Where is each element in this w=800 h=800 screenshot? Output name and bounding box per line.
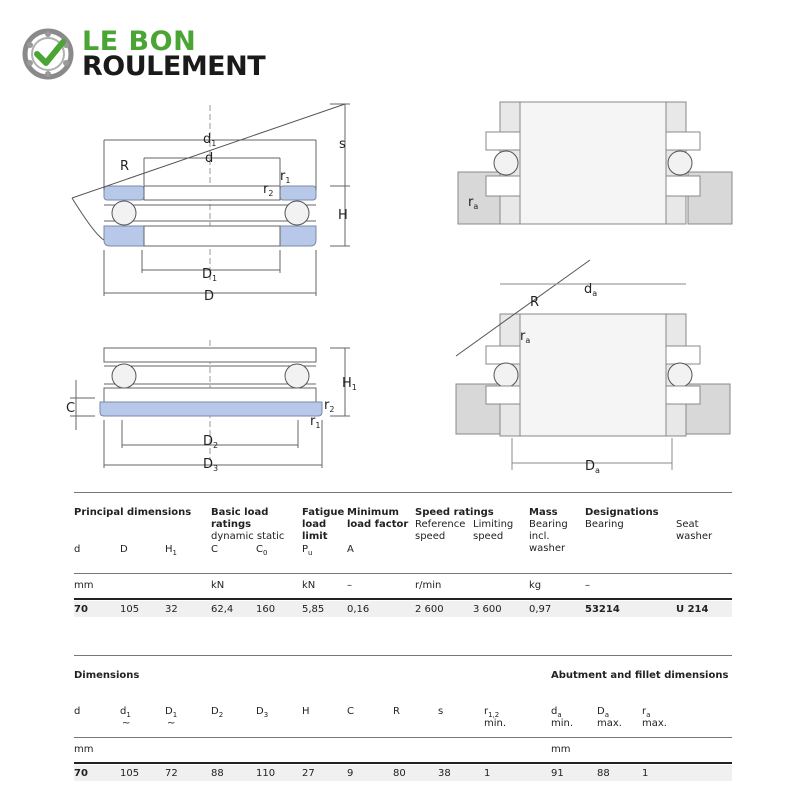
table2-mid-rule	[74, 737, 732, 738]
val-seat-washer: U 214	[676, 604, 709, 615]
hdr-minload-2: load factor	[347, 519, 409, 530]
label-D1: $D_1$	[202, 267, 218, 283]
val-d: 70	[74, 604, 88, 615]
hdr-fatigue-3: limit	[302, 531, 328, 542]
hdr-speed-ref-1: Reference	[415, 519, 466, 530]
sym2-ra-max: max.	[642, 718, 667, 729]
label-H: H	[338, 208, 348, 223]
hdr-minload-1: Minimum	[347, 507, 399, 518]
hdr-basic-load-1: Basic load	[211, 507, 269, 518]
sym-A: A	[347, 544, 354, 555]
sym2-d1-approx: ~	[122, 718, 131, 729]
sym2-da: $d_a$	[551, 706, 562, 719]
logo-line-1: LE BON	[82, 26, 197, 57]
logo-line-2: ROULEMENT	[82, 51, 266, 82]
unit2-mm-1: mm	[74, 744, 94, 755]
sym2-H: H	[302, 706, 310, 717]
label-R: R	[120, 159, 130, 174]
mounting-top-right	[458, 102, 732, 224]
val2-da: 91	[551, 768, 564, 779]
hdr-fatigue-1: Fatigue	[302, 507, 345, 518]
label-r2: $r_2$	[263, 182, 274, 198]
hdr-fatigue-2: load	[302, 519, 327, 530]
val2-r12: 1	[484, 768, 491, 779]
val-H1: 32	[165, 604, 178, 615]
label-Da: $D_a$	[585, 459, 600, 475]
hdr-principal: Principal dimensions	[74, 507, 192, 518]
val-Pu: 5,85	[302, 604, 325, 615]
label-r1: $r_1$	[280, 169, 291, 185]
val2-d1: 105	[120, 768, 140, 779]
label-D3: $D_3$	[203, 457, 219, 473]
table1-mid-rule	[74, 573, 732, 574]
hdr-dimensions: Dimensions	[74, 670, 140, 681]
hdr-seat-2: washer	[676, 531, 713, 542]
table2-row-rule	[74, 762, 732, 764]
sym-H1: $H_1$	[165, 544, 177, 557]
label-s: s	[339, 137, 346, 152]
unit-dash-2: –	[585, 580, 590, 591]
val-A: 0,16	[347, 604, 370, 615]
sym2-d: d	[74, 706, 81, 717]
hdr-seat-1: Seat	[676, 519, 699, 530]
hdr-basic-load-2: ratings	[211, 519, 252, 530]
val2-Da: 88	[597, 768, 610, 779]
label-d: d	[205, 151, 214, 166]
unit-kN-2: kN	[302, 580, 316, 591]
label-da: $d_a$	[584, 282, 598, 298]
hdr-mass-2: incl.	[529, 531, 550, 542]
val2-D2: 88	[211, 768, 224, 779]
hdr-basic-dyn: dynamic static	[211, 531, 285, 542]
hdr-mass-3: washer	[529, 543, 566, 554]
val-bearing: 53214	[585, 604, 620, 615]
label-H1: $H_1$	[342, 376, 357, 392]
unit-dash-1: –	[347, 580, 352, 591]
unit-rmin: r/min	[415, 580, 442, 591]
label-R2: R	[530, 295, 540, 310]
sym2-r12-min: min.	[484, 718, 507, 729]
sym2-s: s	[438, 706, 444, 717]
sym2-da-min: min.	[551, 718, 574, 729]
val2-ra: 1	[642, 768, 649, 779]
hdr-desig-bearing: Bearing	[585, 519, 624, 530]
val2-D1: 72	[165, 768, 178, 779]
sym2-R: R	[393, 706, 400, 717]
label-r2b: $r_2$	[324, 398, 335, 414]
hdr-speed-ref-2: speed	[415, 531, 446, 542]
sym2-D2: $D_2$	[211, 706, 224, 719]
sym-C0: $C_0$	[256, 544, 268, 557]
sym-C: C	[211, 544, 218, 555]
sym2-Da: $D_a$	[597, 706, 609, 719]
val2-s: 38	[438, 768, 451, 779]
hdr-speed-lim-1: Limiting	[473, 519, 514, 530]
val2-D3: 110	[256, 768, 276, 779]
hdr-speed: Speed ratings	[415, 507, 494, 518]
label-ra: $r_a$	[468, 195, 479, 211]
sym2-D3: $D_3$	[256, 706, 269, 719]
hdr-speed-lim-2: speed	[473, 531, 504, 542]
label-ra2: $r_a$	[520, 329, 531, 345]
sym2-r12: $r_{1,2}$	[484, 706, 500, 719]
val2-H: 27	[302, 768, 315, 779]
val-D: 105	[120, 604, 140, 615]
hdr-mass: Mass	[529, 507, 558, 518]
val-lim-speed: 3 600	[473, 604, 502, 615]
sym2-d1: $d_1$	[120, 706, 131, 719]
label-D2: $D_2$	[203, 434, 219, 450]
table1-top-rule	[74, 492, 732, 493]
hdr-designations: Designations	[585, 507, 659, 518]
sym2-D1: $D_1$	[165, 706, 178, 719]
sym2-Da-max: max.	[597, 718, 622, 729]
unit-mm: mm	[74, 580, 94, 591]
label-C: C	[66, 401, 76, 416]
hdr-abutment: Abutment and fillet dimensions	[551, 670, 729, 681]
val2-R: 80	[393, 768, 406, 779]
table2-top-rule	[74, 655, 732, 656]
sym2-ra: $r_a$	[642, 706, 651, 719]
unit-kg: kg	[529, 580, 542, 591]
label-d1: $d_1$	[203, 132, 217, 148]
val2-C: 9	[347, 768, 354, 779]
unit-kN-1: kN	[211, 580, 225, 591]
sym-d: d	[74, 544, 81, 555]
hdr-mass-1: Bearing	[529, 519, 568, 530]
val-mass: 0,97	[529, 604, 552, 615]
val-C0: 160	[256, 604, 276, 615]
label-r1b: $r_1$	[310, 414, 321, 430]
unit2-mm-2: mm	[551, 744, 571, 755]
label-D: D	[204, 289, 215, 304]
val-C: 62,4	[211, 604, 234, 615]
val2-d: 70	[74, 768, 88, 779]
sym-D: D	[120, 544, 128, 555]
val-ref-speed: 2 600	[415, 604, 444, 615]
sym2-D1-approx: ~	[167, 718, 176, 729]
table1-row-rule	[74, 598, 732, 600]
sym2-C: C	[347, 706, 354, 717]
sym-Pu: $P_u$	[302, 544, 313, 557]
